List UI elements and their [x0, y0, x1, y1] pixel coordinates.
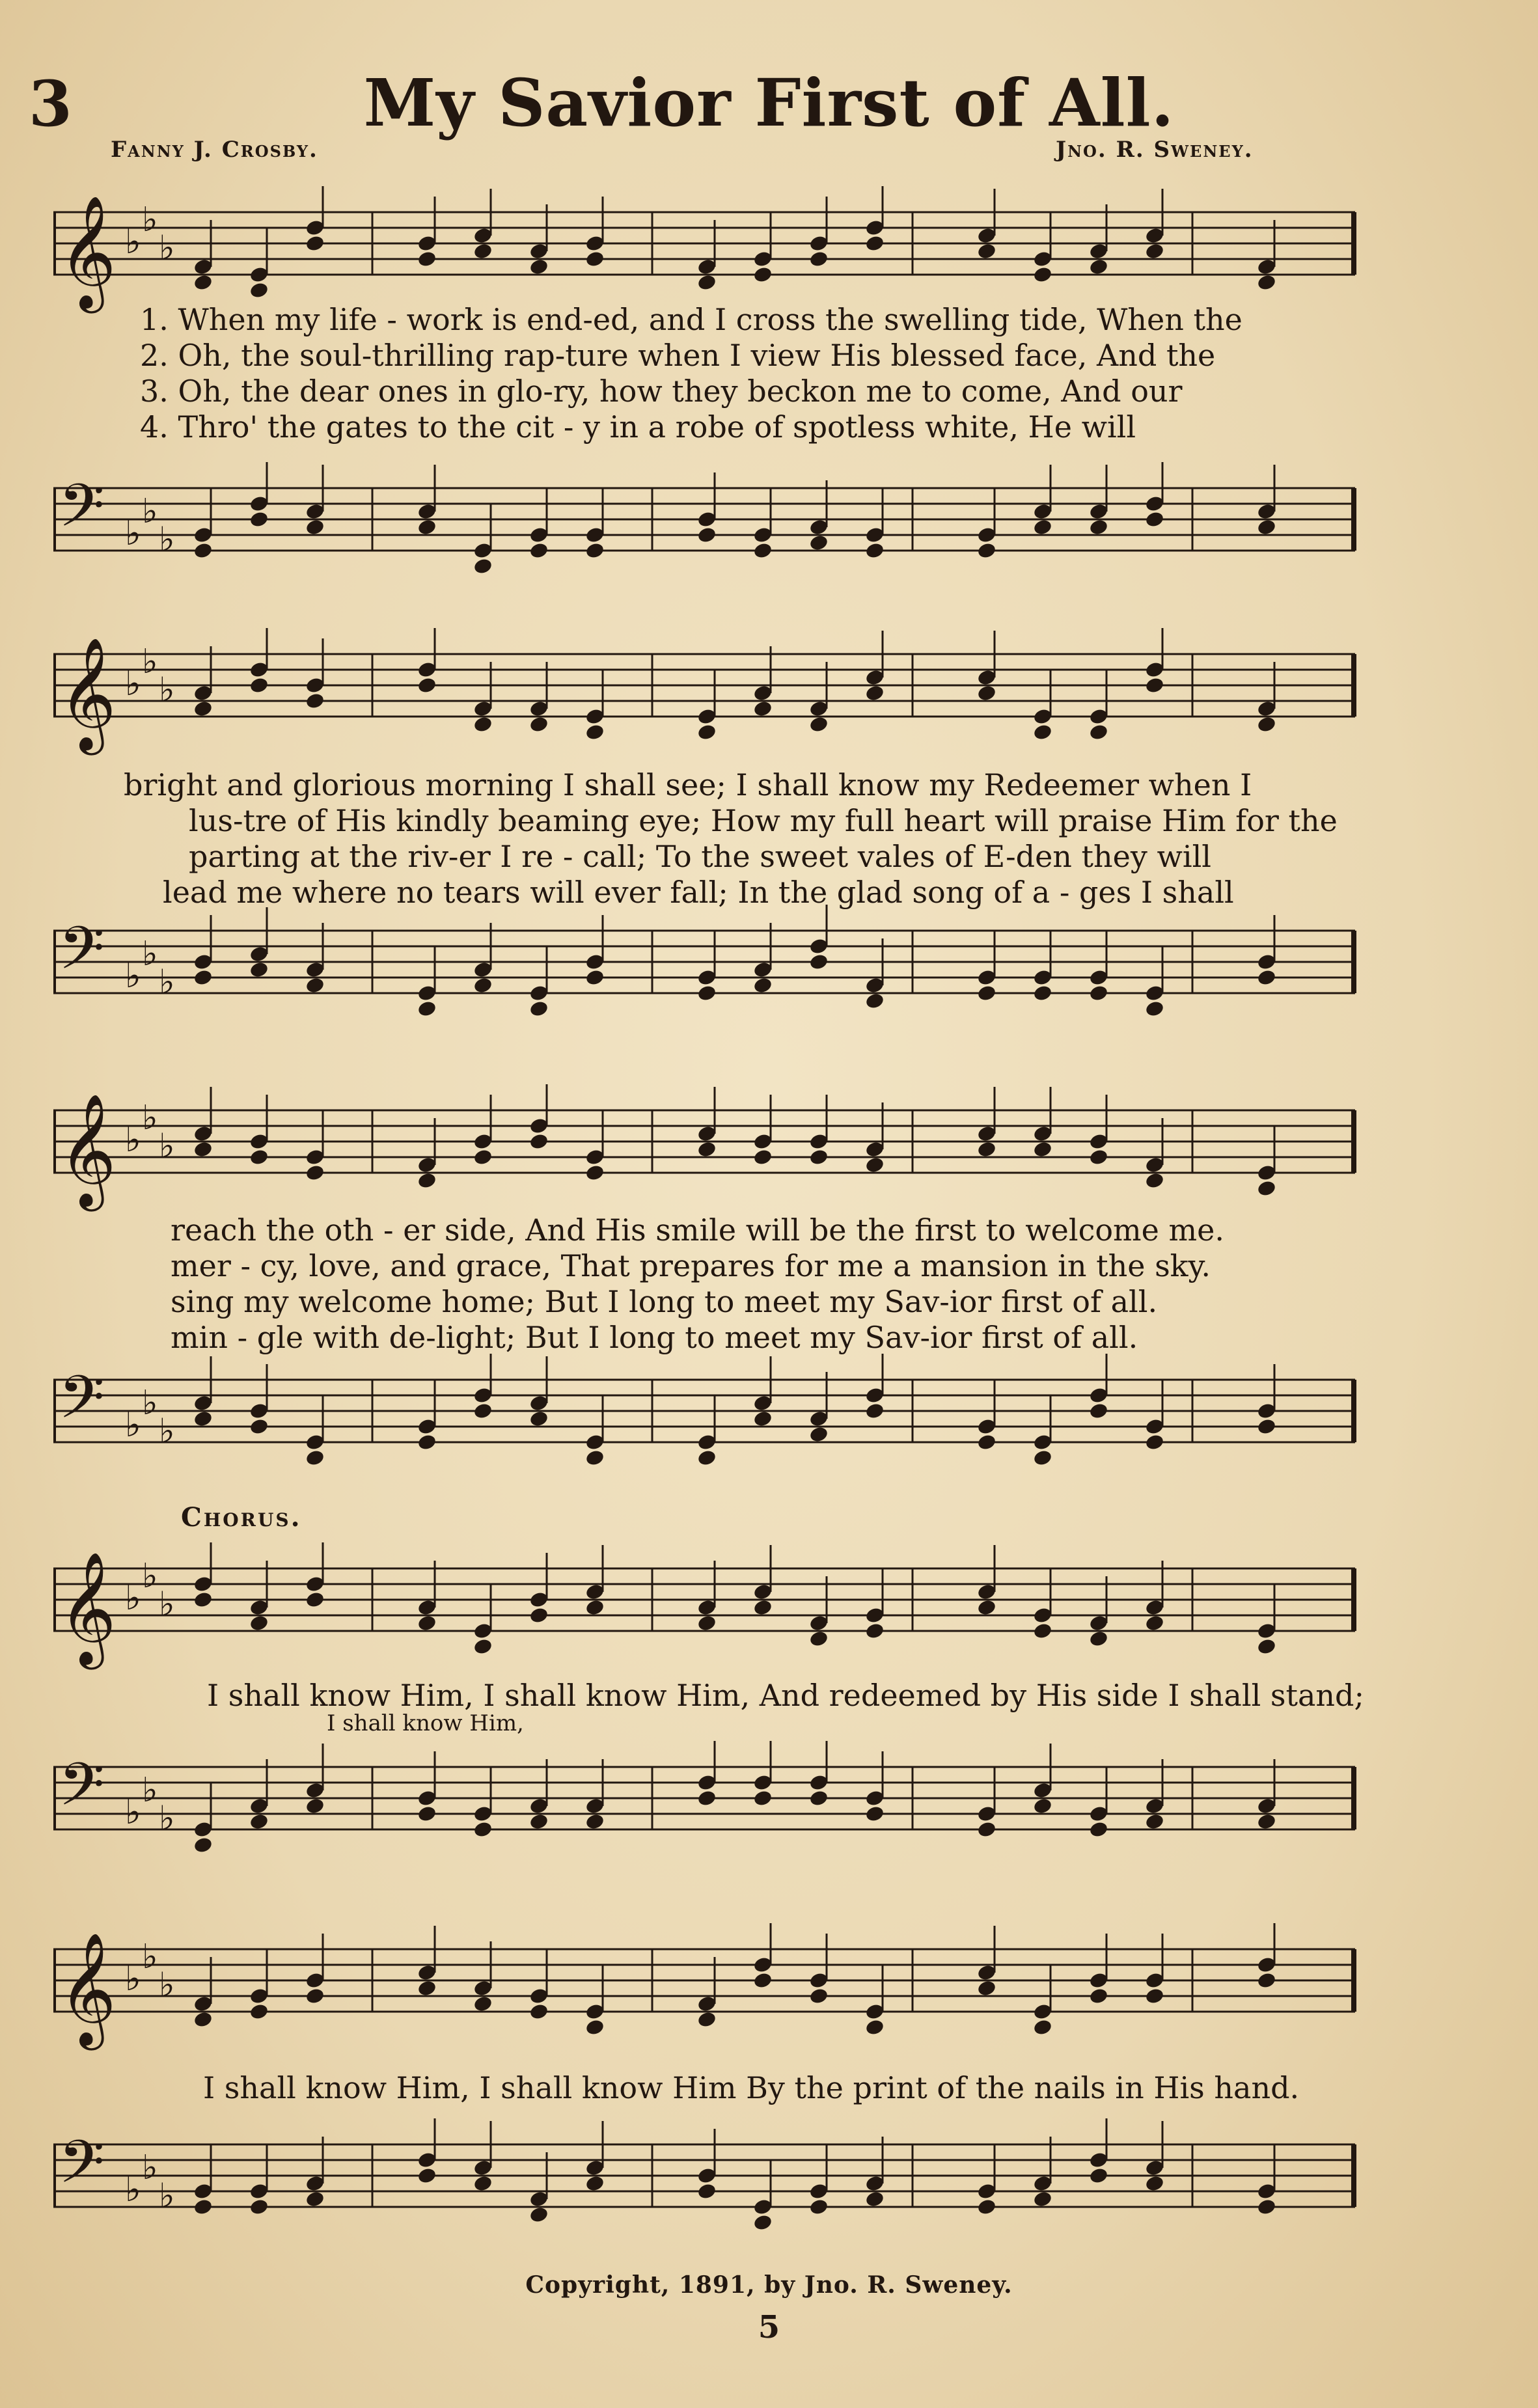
note-head [305, 692, 325, 710]
note-head [1088, 1630, 1108, 1648]
flat-sign-icon: ♭ [142, 935, 158, 974]
chorus-lyric-line: I shall know Him, I shall know Him By the print of the nails in His hand. [203, 2070, 1300, 2105]
bass-staff [34, 1354, 1362, 1484]
note-head [417, 518, 437, 536]
note-head [249, 961, 269, 979]
note-head [864, 1402, 885, 1420]
note-head [584, 1164, 605, 1182]
note-head [473, 715, 493, 733]
note-head [305, 1797, 325, 1815]
bass-staff [34, 905, 1362, 1035]
flat-sign-icon: ♭ [125, 222, 141, 262]
note-head [976, 242, 996, 260]
note-head [808, 953, 829, 971]
note-head [584, 250, 605, 268]
note-head [1032, 1449, 1052, 1467]
note-head [752, 700, 773, 718]
note-head [696, 723, 717, 741]
note-head [1256, 1417, 1276, 1436]
treble-staff [34, 1084, 1362, 1214]
note-head [1032, 2018, 1052, 2036]
note-head [529, 541, 549, 560]
flat-sign-icon: ♭ [159, 520, 175, 560]
note-head [473, 1995, 493, 2013]
flat-sign-icon: ♭ [159, 1412, 175, 1451]
note-head [1088, 258, 1108, 276]
note-head [864, 234, 885, 253]
note-head [529, 1410, 549, 1428]
flat-sign-icon: ♭ [142, 1384, 158, 1423]
flat-sign-icon: ♭ [142, 2148, 158, 2188]
note-head [808, 715, 829, 733]
bass-cue-lyric: I shall know Him, [327, 1710, 524, 1736]
note-head [193, 1410, 213, 1428]
note-head [584, 968, 605, 987]
note-head [473, 557, 493, 575]
flat-sign-icon: ♭ [125, 2170, 141, 2210]
note-head [696, 1449, 717, 1467]
note-head [473, 1402, 493, 1420]
treble-staff [34, 628, 1362, 758]
note-head [417, 250, 437, 268]
copyright-notice: Copyright, 1891, by Jno. R. Sweney. [525, 2271, 1013, 2299]
note-head [808, 1987, 829, 2005]
note-head [696, 273, 717, 292]
note-head [1144, 1813, 1164, 1831]
bass-clef-icon: 𝄢 [59, 471, 105, 554]
note-head [584, 1813, 605, 1831]
flat-sign-icon: ♭ [142, 1099, 158, 1138]
author-credit: Fanny J. Crosby. [111, 137, 318, 163]
note-head [976, 1598, 996, 1617]
flat-sign-icon: ♭ [159, 670, 175, 710]
treble-staff [34, 186, 1362, 316]
lyric-line: parting at the riv-er I re - call; To the sweet vales of E-den they will [189, 839, 1212, 874]
note-head [529, 2003, 549, 2021]
note-head [752, 1971, 773, 1990]
note-head [1032, 1622, 1052, 1640]
page-number: 5 [758, 2309, 780, 2346]
note-head [193, 1836, 213, 1854]
note-head [1032, 2190, 1052, 2208]
note-head [864, 2190, 885, 2208]
flat-sign-icon: ♭ [125, 956, 141, 996]
flat-sign-icon: ♭ [142, 1771, 158, 1811]
note-head [584, 1449, 605, 1467]
lyric-line: 3. Oh, the dear ones in glo-ry, how they beckon me to come, And our [140, 374, 1183, 409]
note-head [417, 2167, 437, 2185]
lyric-line: mer - cy, love, and grace, That prepares for me a mansion in the sky. [171, 1248, 1211, 1283]
note-head [584, 2018, 605, 2036]
note-head [529, 1813, 549, 1831]
treble-clef-icon: 𝄞 [59, 637, 117, 750]
note-head [1088, 2167, 1108, 2185]
note-head [1256, 1813, 1276, 1831]
note-head [976, 1433, 996, 1451]
note-head [305, 1449, 325, 1467]
note-head [752, 2213, 773, 2232]
note-head [1032, 723, 1052, 741]
note-head [752, 1598, 773, 1617]
note-head [249, 1148, 269, 1166]
hymn-title: My Savior First of All. [363, 64, 1175, 141]
flat-sign-icon: ♭ [159, 228, 175, 268]
note-head [305, 1164, 325, 1182]
note-head [193, 541, 213, 560]
note-head [696, 2010, 717, 2029]
note-head [1088, 984, 1108, 1002]
lyric-line: 4. Thro' the gates to the cit - y in a robe of spotless white, He will [140, 409, 1136, 445]
note-head [1144, 1987, 1164, 2005]
bass-staff [34, 1741, 1362, 1871]
note-head [417, 1000, 437, 1018]
note-head [1032, 1797, 1052, 1815]
note-head [808, 1425, 829, 1443]
flat-sign-icon: ♭ [159, 1127, 175, 1166]
note-head [529, 1000, 549, 1018]
treble-clef-icon: 𝄞 [59, 195, 117, 308]
note-head [1088, 1402, 1108, 1420]
note-head [193, 1140, 213, 1158]
note-head [808, 1630, 829, 1648]
note-head [1256, 968, 1276, 987]
note-head [976, 541, 996, 560]
flat-sign-icon: ♭ [125, 1405, 141, 1445]
note-head [1144, 1171, 1164, 1190]
note-head [752, 1148, 773, 1166]
note-head [249, 1813, 269, 1831]
note-head [864, 541, 885, 560]
note-head [1088, 518, 1108, 536]
note-head [1256, 273, 1276, 292]
treble-clef-icon: 𝄞 [59, 1093, 117, 1207]
note-head [752, 1789, 773, 1807]
note-head [864, 992, 885, 1010]
note-head [193, 700, 213, 718]
note-head [752, 976, 773, 994]
note-head [1088, 1148, 1108, 1166]
note-head [808, 1789, 829, 1807]
hymn-number: 3 [29, 67, 72, 141]
note-head [976, 984, 996, 1002]
treble-clef-icon: 𝄞 [59, 1552, 117, 1665]
note-head [249, 1417, 269, 1436]
bass-clef-icon: 𝄢 [59, 2128, 105, 2211]
note-head [417, 1433, 437, 1451]
treble-staff [34, 1923, 1362, 2053]
note-head [417, 1614, 437, 1632]
lyric-line: 1. When my life - work is end-ed, and I cross the swelling tide, When the [140, 302, 1243, 337]
bass-clef-icon: 𝄢 [59, 1750, 105, 1833]
lyric-line: min - gle with de-light; But I long to meet my Sav-ior first of all. [171, 1320, 1138, 1355]
note-head [1144, 676, 1164, 694]
flat-sign-icon: ♭ [125, 1120, 141, 1160]
note-head [193, 2198, 213, 2216]
note-head [864, 1805, 885, 1823]
flat-sign-icon: ♭ [142, 492, 158, 532]
lyric-line: bright and glorious morning I shall see; I shall know my Redeemer when I [124, 767, 1252, 802]
flat-sign-icon: ♭ [159, 1585, 175, 1624]
note-head [193, 1591, 213, 1609]
note-head [864, 684, 885, 702]
note-head [808, 534, 829, 552]
note-head [473, 242, 493, 260]
note-head [305, 976, 325, 994]
note-head [473, 1820, 493, 1839]
note-head [696, 984, 717, 1002]
note-head [976, 1140, 996, 1158]
flat-sign-icon: ♭ [125, 1578, 141, 1618]
note-head [584, 541, 605, 560]
note-head [1032, 984, 1052, 1002]
note-head [696, 1614, 717, 1632]
note-head [584, 723, 605, 741]
note-head [417, 1171, 437, 1190]
note-head [1144, 1000, 1164, 1018]
lyric-line: lead me where no tears will ever fall; In the glad song of a - ges I shall [163, 875, 1234, 910]
note-head [1032, 266, 1052, 284]
note-head [1144, 510, 1164, 528]
note-head [696, 526, 717, 544]
note-head [1088, 723, 1108, 741]
note-head [473, 2174, 493, 2193]
note-head [1256, 518, 1276, 536]
note-head [529, 258, 549, 276]
note-head [1256, 1637, 1276, 1656]
flat-sign-icon: ♭ [142, 1557, 158, 1596]
note-head [696, 1789, 717, 1807]
note-head [529, 715, 549, 733]
note-head [864, 2018, 885, 2036]
note-head [1144, 2174, 1164, 2193]
flat-sign-icon: ♭ [159, 1799, 175, 1839]
composer-credit: Jno. R. Sweney. [1056, 137, 1254, 163]
note-head [584, 1598, 605, 1617]
note-head [417, 1979, 437, 1997]
note-head [696, 2182, 717, 2200]
note-head [193, 273, 213, 292]
note-head [752, 266, 773, 284]
note-head [696, 1140, 717, 1158]
note-head [864, 1622, 885, 1640]
note-head [249, 510, 269, 528]
note-head [864, 1156, 885, 1174]
note-head [1144, 1614, 1164, 1632]
note-head [305, 518, 325, 536]
note-head [1256, 2198, 1276, 2216]
note-head [529, 2206, 549, 2224]
note-head [976, 1979, 996, 1997]
note-head [473, 1637, 493, 1656]
note-head [1256, 1179, 1276, 1197]
flat-sign-icon: ♭ [125, 664, 141, 704]
note-head [752, 1410, 773, 1428]
bass-staff [34, 2118, 1362, 2249]
note-head [1256, 715, 1276, 733]
note-head [529, 1606, 549, 1624]
lyric-line: lus-tre of His kindly beaming eye; How my full heart will praise Him for the [189, 803, 1338, 838]
treble-clef-icon: 𝄞 [59, 1932, 117, 2045]
lyric-line: sing my welcome home; But I long to meet my Sav-ior first of all. [171, 1284, 1158, 1319]
treble-staff [34, 1542, 1362, 1673]
flat-sign-icon: ♭ [125, 1959, 141, 1999]
note-head [305, 2190, 325, 2208]
flat-sign-icon: ♭ [125, 513, 141, 553]
flat-sign-icon: ♭ [125, 1792, 141, 1832]
chorus-lyric-line: I shall know Him, I shall know Him, And redeemed by His side I shall stand; [207, 1678, 1364, 1713]
note-head [193, 968, 213, 987]
note-head [584, 2174, 605, 2193]
flat-sign-icon: ♭ [142, 642, 158, 682]
lyric-line: reach the oth - er side, And His smile will be the first to welcome me. [171, 1212, 1224, 1248]
note-head [808, 250, 829, 268]
note-head [305, 1591, 325, 1609]
flat-sign-icon: ♭ [142, 1937, 158, 1977]
bass-staff [34, 462, 1362, 592]
flat-sign-icon: ♭ [159, 963, 175, 1002]
note-head [976, 1820, 996, 1839]
note-head [976, 684, 996, 702]
note-head [752, 541, 773, 560]
note-head [808, 2198, 829, 2216]
note-head [249, 1614, 269, 1632]
note-head [976, 2198, 996, 2216]
flat-sign-icon: ♭ [159, 1965, 175, 2005]
note-head [473, 1148, 493, 1166]
note-head [808, 1148, 829, 1166]
note-head [417, 676, 437, 694]
note-head [249, 2198, 269, 2216]
note-head [1032, 518, 1052, 536]
note-head [193, 2010, 213, 2029]
bass-clef-icon: 𝄢 [59, 914, 105, 997]
bass-clef-icon: 𝄢 [59, 1363, 105, 1446]
note-head [473, 976, 493, 994]
lyric-line: 2. Oh, the soul-thrilling rap-ture when I view His blessed face, And the [140, 338, 1216, 373]
note-head [1256, 1971, 1276, 1990]
note-head [249, 281, 269, 299]
note-head [1088, 1820, 1108, 1839]
chorus-label: Chorus. [181, 1502, 302, 1533]
note-head [417, 1805, 437, 1823]
note-head [305, 1987, 325, 2005]
note-head [529, 1132, 549, 1151]
flat-sign-icon: ♭ [159, 2176, 175, 2216]
note-head [1144, 1433, 1164, 1451]
note-head [1032, 1140, 1052, 1158]
note-head [1144, 242, 1164, 260]
note-head [249, 676, 269, 694]
note-head [1088, 1987, 1108, 2005]
note-head [305, 234, 325, 253]
flat-sign-icon: ♭ [142, 200, 158, 240]
note-head [249, 2003, 269, 2021]
